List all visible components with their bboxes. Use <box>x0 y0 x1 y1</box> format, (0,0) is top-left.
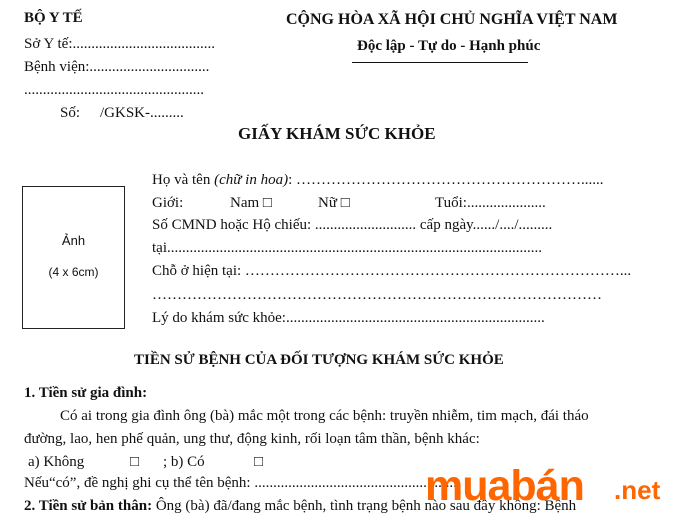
motto: Độc lập - Tự do - Hạnh phúc <box>357 38 541 54</box>
ministry-label: BỘ Y TẾ <box>24 10 83 26</box>
header-dots-line: ................................................ <box>24 82 204 98</box>
cmnd-field: Số CMND hoặc Hộ chiếu: ........................... cấp ngày....../..../......... <box>152 217 553 233</box>
cho-o-field: Chỗ ở hiện tại: …………………………………………………………………... <box>152 263 632 279</box>
checkbox-co: □ <box>254 454 264 470</box>
family-history-text-2: đường, lao, hen phế quản, ung thư, động kinh, rối loạn tâm thần, bệnh khác: <box>24 431 480 447</box>
page-cutoff <box>0 516 700 525</box>
option-khong: a) Không <box>28 454 85 470</box>
so-y-te-field: Sở Y tế:...................................... <box>24 36 215 52</box>
ly-do-field: Lý do khám sức khỏe:..................................................................... <box>152 310 545 326</box>
name-dots: : …………………………………………………...... <box>288 172 604 188</box>
so-label: Số: <box>60 105 81 121</box>
motto-underline <box>352 62 528 63</box>
benh-vien-field: Bệnh viện:................................ <box>24 59 210 75</box>
family-history-text-1: Có ai trong gia đình ông (bà) mắc một trong các bệnh: truyền nhiễm, tim mạch, đái tháo <box>60 408 589 424</box>
photo-size: (4 x 6cm) <box>48 265 99 279</box>
name-hint: (chữ in hoa) <box>214 172 289 188</box>
section-title: TIỀN SỬ BỆNH CỦA ĐỐI TƯỢNG KHÁM SỨC KHỎE <box>134 352 504 368</box>
checkbox-khong: □ <box>130 454 140 470</box>
so-code: /GKSK-......... <box>100 105 184 121</box>
photo-placeholder <box>22 186 125 329</box>
tai-field: tại.................................................................................................... <box>152 240 542 256</box>
personal-history-text: Ông (bà) đã/đang mắc bệnh, tình trạng bệnh nào sau đây không: Bệnh <box>152 498 577 514</box>
family-history-heading: 1. Tiền sử gia đình: <box>24 385 148 401</box>
name-label: Họ và tên <box>152 172 211 188</box>
gioi-label: Giới: <box>152 195 184 211</box>
watermark-logo: muabán <box>425 462 584 510</box>
disease-name-field: Nếu“có”, đề nghị ghi cụ thể tên bệnh: ....................................................... <box>24 475 461 491</box>
photo-label: Ảnh <box>61 233 86 248</box>
name-field <box>152 172 604 189</box>
document-title: GIẤY KHÁM SỨC KHỎE <box>238 124 436 143</box>
personal-history-heading: 2. Tiền sử bản thân: <box>24 498 153 514</box>
nu-option: Nữ □ <box>318 195 350 211</box>
cho-o-dots: ……………………………………………………………………………… <box>152 287 602 303</box>
nam-option: Nam □ <box>230 195 272 211</box>
country-heading: CỘNG HÒA XÃ HỘI CHỦ NGHĨA VIỆT NAM <box>286 11 618 28</box>
watermark-tld: .net <box>614 475 661 505</box>
tuoi-field: Tuổi:..................... <box>435 195 546 211</box>
option-co: ; b) Có <box>163 454 205 470</box>
